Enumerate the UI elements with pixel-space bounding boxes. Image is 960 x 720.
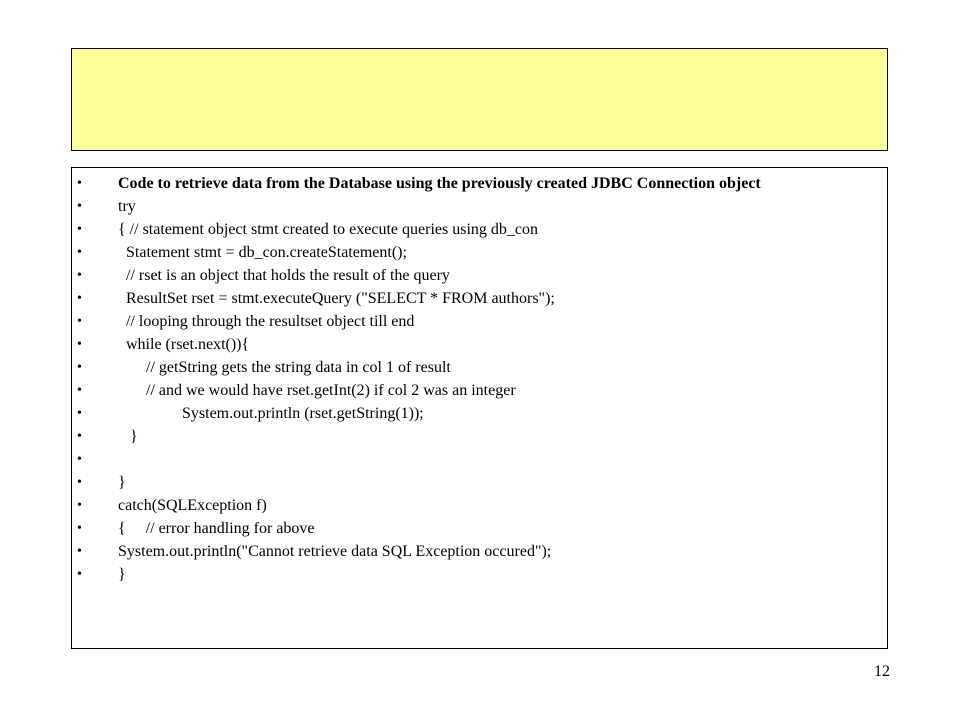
code-line-text: { // error handling for above: [118, 520, 315, 537]
bullet-list: [72, 172, 887, 586]
code-line: [72, 563, 887, 586]
bullet-icon: •: [77, 406, 82, 421]
code-line-text: // rset is an object that holds the result of the query: [118, 267, 450, 284]
code-line-text: }: [118, 428, 138, 445]
bullet-icon: •: [77, 222, 82, 237]
code-line: [72, 287, 887, 310]
bullet-icon: •: [77, 429, 82, 444]
bullet-icon: •: [77, 498, 82, 513]
bullet-icon: •: [77, 567, 82, 582]
code-line: [72, 379, 887, 402]
bullet-icon: •: [77, 544, 82, 559]
code-line: [72, 471, 887, 494]
bullet-icon: •: [77, 176, 82, 191]
code-line-text: // looping through the resultset object till end: [118, 313, 415, 330]
bullet-icon: •: [77, 521, 82, 536]
code-line: [72, 264, 887, 287]
title-placeholder: [71, 48, 888, 151]
bullet-icon: •: [77, 199, 82, 214]
code-line: [72, 402, 887, 425]
code-line: [72, 425, 887, 448]
code-line-text: Code to retrieve data from the Database using the previously created JDBC Connection object: [118, 175, 761, 192]
bullet-icon: •: [77, 291, 82, 306]
bullet-icon: •: [77, 337, 82, 352]
code-line-text: try: [118, 198, 136, 215]
code-line: [72, 517, 887, 540]
bullet-icon: •: [77, 360, 82, 375]
code-line: [72, 540, 887, 563]
bullet-icon: •: [77, 314, 82, 329]
code-line-text: }: [118, 474, 126, 491]
code-line-text: catch(SQLException f): [118, 497, 267, 514]
code-line: [72, 195, 887, 218]
page-number: 12: [874, 663, 890, 680]
bullet-icon: •: [77, 268, 82, 283]
bullet-icon: •: [77, 475, 82, 490]
code-line-text: }: [118, 566, 126, 583]
code-line: [72, 333, 887, 356]
code-line: [72, 356, 887, 379]
bullet-icon: •: [77, 245, 82, 260]
code-line-text: System.out.println (rset.getString(1));: [118, 405, 424, 422]
code-line: [72, 172, 887, 195]
bullet-icon: •: [77, 383, 82, 398]
code-line: [72, 494, 887, 517]
code-line-text: { // statement object stmt created to execute queries using db_con: [118, 221, 538, 238]
code-line-text: while (rset.next()){: [118, 336, 250, 353]
code-line-text: // and we would have rset.getInt(2) if col 2 was an integer: [118, 382, 516, 399]
code-line-text: // getString gets the string data in col 1 of result: [118, 359, 451, 376]
bullet-icon: •: [77, 452, 82, 467]
code-line: [72, 310, 887, 333]
code-line-text: System.out.println("Cannot retrieve data SQL Exception occured");: [118, 543, 552, 560]
code-line-text: ResultSet rset = stmt.executeQuery ("SELECT * FROM authors");: [118, 290, 555, 307]
code-line: [72, 218, 887, 241]
content-box: [71, 167, 888, 649]
code-line-text: Statement stmt = db_con.createStatement();: [118, 244, 407, 261]
code-line: [72, 241, 887, 264]
code-line: [72, 448, 887, 471]
